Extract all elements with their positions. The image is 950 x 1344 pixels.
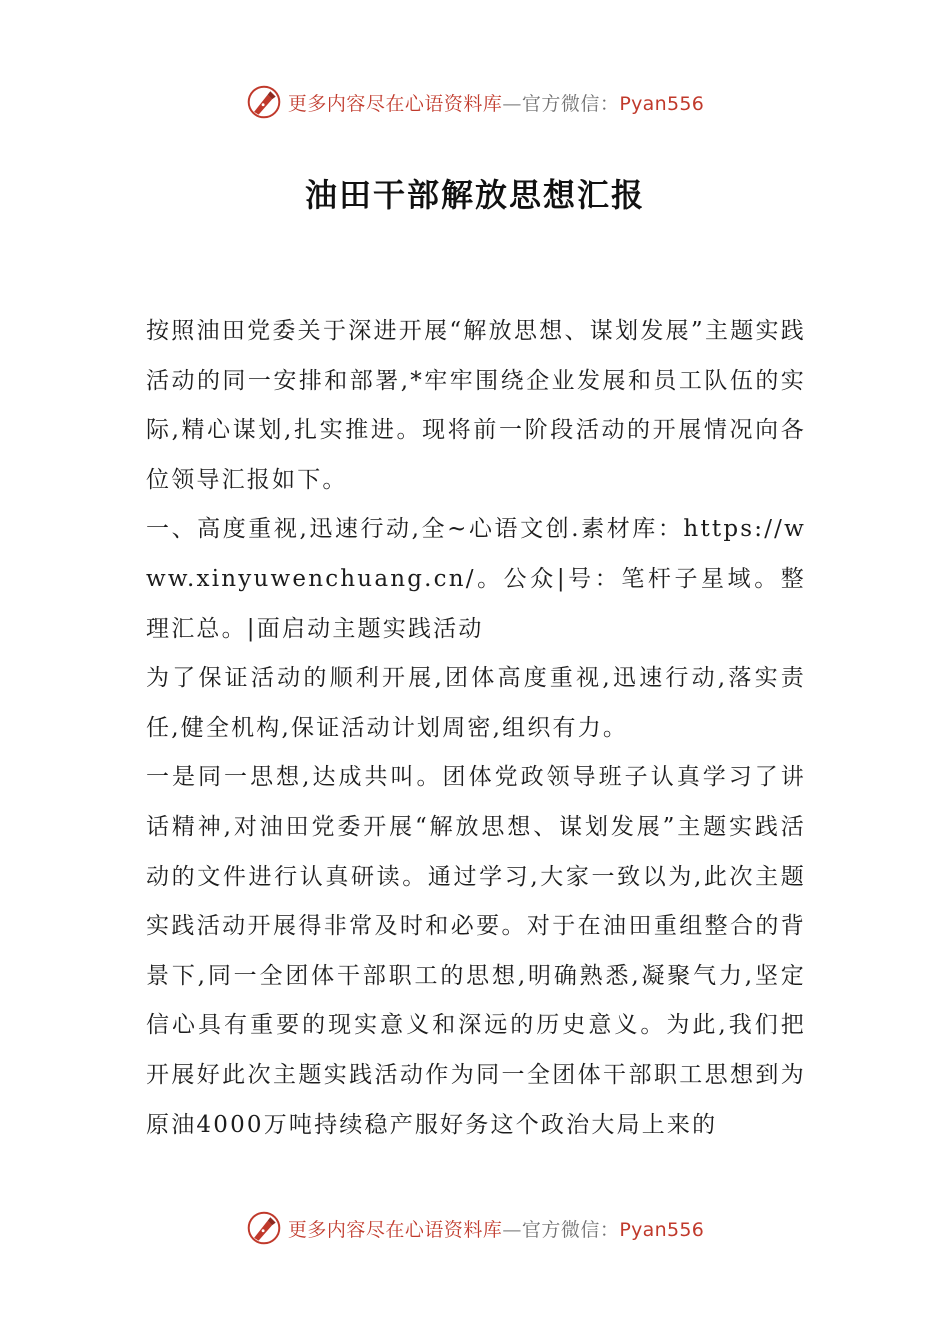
- paragraph: 一是同一思想,达成共叫。团体党政领导班子认真学习了讲话精神,对油田党委开展“解放思想、谋划发展”主题实践活动的文件进行认真研读。通过学习,大家一致以为,此次主题实践活动开展得非常及时和必要。对于在油田重组整合的背景下,同一全团体干部职工的思想,明确熟悉,凝聚气力,坚定信心具有重要的现实意义和深远的历史意义。为此,我们把开展好此次主题实践活动作为同一全团体干部职工思想到为原油4000万吨持续稳产服好务这个政治大局上来的: [146, 764, 806, 1138]
- paragraph: 一、高度重视,迅速行动,全~心语文创.素材库：https://www.xinyuwenchuang.cn/。公众|号：笔杆子星域。整理汇总。|面启动主题实践活动: [146, 516, 806, 642]
- header-watermark-banner: [0, 80, 950, 124]
- footer-watermark-banner: [0, 1206, 950, 1250]
- page-title: 油田干部解放思想汇报: [304, 176, 645, 214]
- document-body: [146, 307, 806, 1150]
- pen-nib-circle-icon: [246, 1210, 282, 1246]
- paragraph: 按照油田党委关于深进开展“解放思想、谋划发展”主题实践活动的同一安排和部署,*牢牢围绕企业发展和员工队伍的实际,精心谋划,扎实推进。现将前一阶段活动的开展情况向各位领导汇报如下。: [146, 318, 806, 493]
- watermark-text: 更多内容尽在心语资料库—官方微信：Pyan556: [287, 92, 705, 115]
- paragraph: 为了保证活动的顺利开展,团体高度重视,迅速行动,落实责任,健全机构,保证活动计划周密,组织有力。: [146, 665, 806, 741]
- watermark-text: 更多内容尽在心语资料库—官方微信：Pyan556: [287, 1218, 705, 1241]
- pen-nib-circle-icon: [246, 84, 282, 120]
